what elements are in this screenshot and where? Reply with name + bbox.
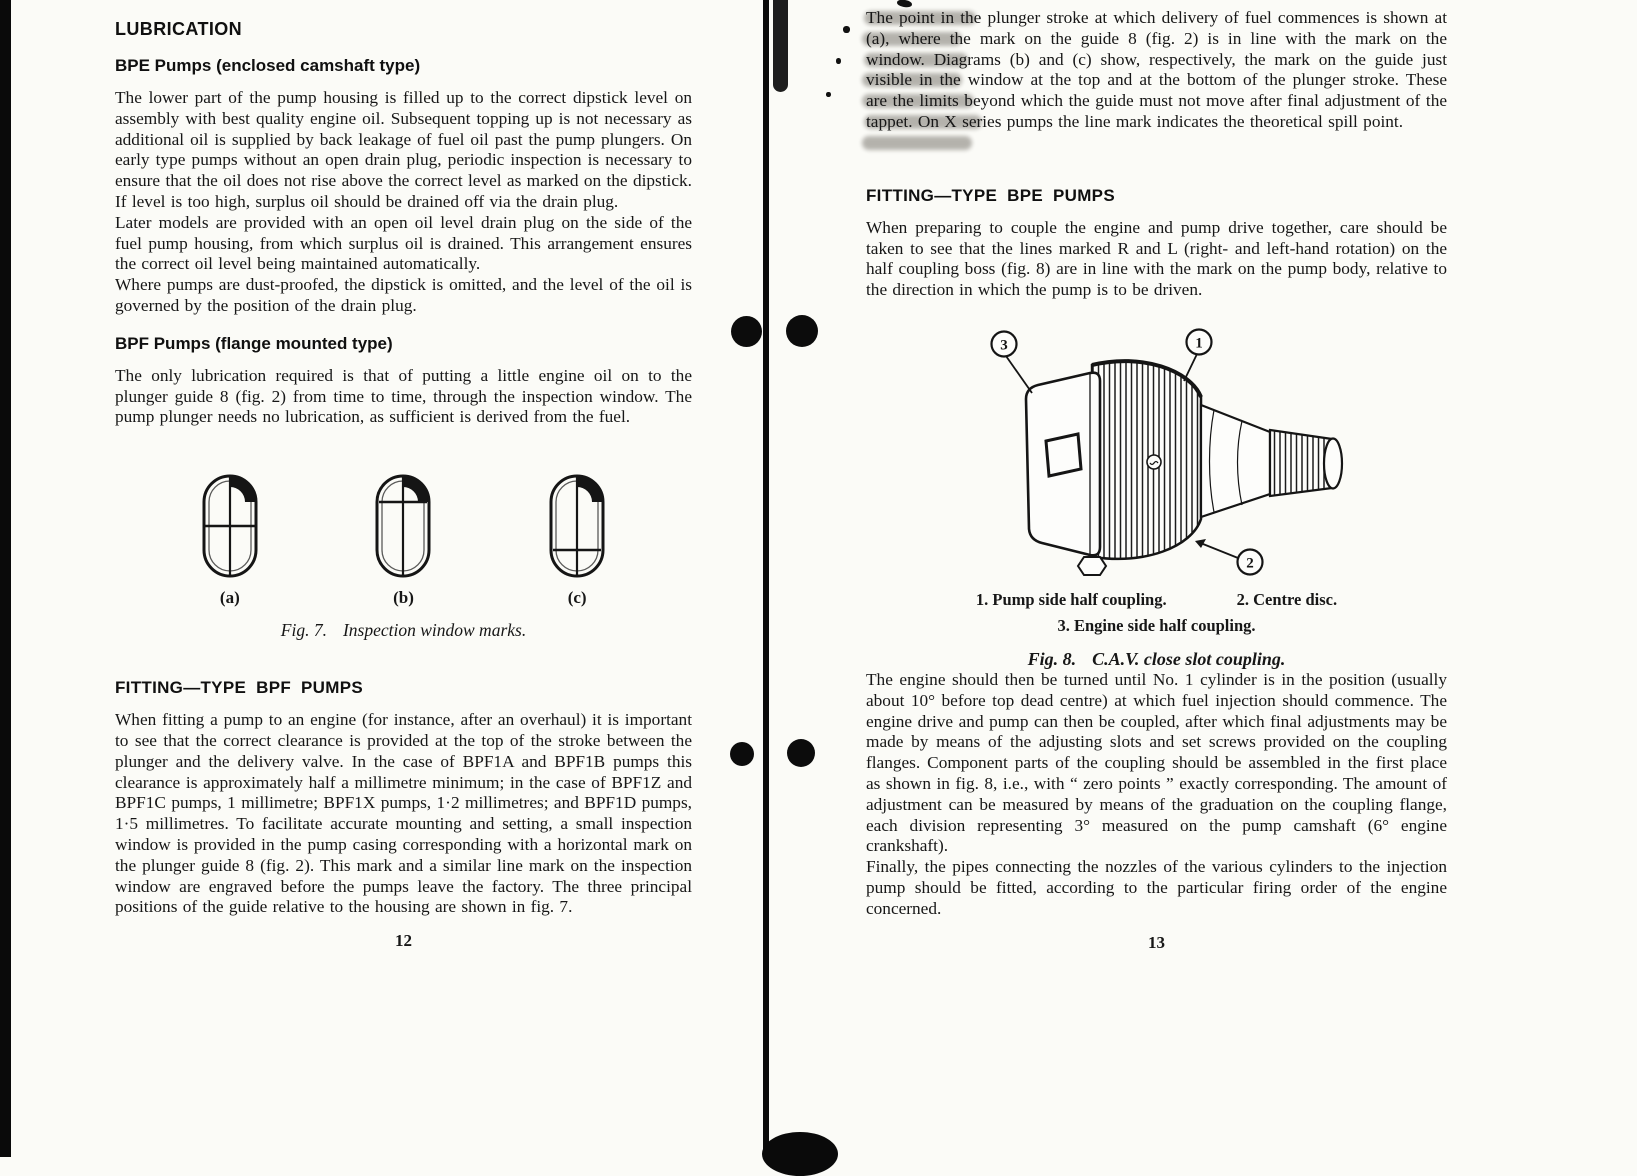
ink-speck xyxy=(843,26,850,33)
paragraph: Later models are provided with an open oil level drain plug on the side of the fuel pump housing, from which surplus oil is drained. This arrangement ensures the correct oil level being maintained automatically. xyxy=(115,212,692,274)
legend-item: 3. Engine side half coupling. xyxy=(1057,615,1256,635)
hub-end-cap xyxy=(1324,438,1342,488)
gutter-ink-blob xyxy=(762,1132,838,1176)
callout-1 xyxy=(1184,329,1212,381)
subheading-bpf-pumps: BPF Pumps (flange mounted type) xyxy=(115,333,393,353)
coupling-cone xyxy=(1201,405,1270,517)
binder-hole-dot xyxy=(730,742,754,766)
inspection-window-c xyxy=(540,472,614,608)
paragraph: The engine should then be turned until No. 1 cylinder is in the position (usually about 10° before top dead centre) at which fuel injection should commence. The engine drive and pump can then be coupled, after which final adjustments may be made by means of the adjusting slots and set screws provided on the coupling flanges. Component parts of the coupling should be assembled in the first place as shown in fig. 8, i.e., with “ zero points ” exactly corresponding. The amount of adjustment can be measured by means of the graduation on the coupling flange, each division representing 3° measured on the pump camshaft (6° engine crankshaft). xyxy=(866,669,1447,856)
figure-label: (b) xyxy=(393,588,414,608)
callout-number: 3 xyxy=(999,337,1008,354)
window-shading-arc xyxy=(230,482,250,502)
coupling-drawing xyxy=(942,315,1372,580)
figure-8-caption xyxy=(866,649,1447,670)
figure-number: Fig. 8. xyxy=(1027,648,1077,669)
paragraph: When fitting a pump to an engine (for instance, after an overhaul) it is important to see that the correct clearance is provided at the top of the stroke between the plunger and the delivery valve. In the case of BPF1A and BPF1B pumps this clearance is approximately half a millimetre minimum; in the case of BPF1Z and BPF1C pumps, 1 millimetre; BPF1X pumps, 1·2 millimetres; and BPF1D pumps, 1·5 millimetres. To facilitate accurate mounting and setting, a small inspection window is provided in the pump casing corresponding with a horizontal mark on the plunger guide 8 (fig. 2). This mark and a similar line mark on the inspection window are engraved before the pumps leave the factory. The three principal positions of the guide relative to the housing are shown in fig. 7. xyxy=(115,710,692,917)
inspection-window-diagram xyxy=(366,472,440,580)
flange-square-hole xyxy=(1046,434,1081,476)
binder-hole-dot xyxy=(787,739,815,767)
paragraph: The only lubrication required is that of putting a little engine oil on to the plunger guide 8 (fig. 2) from time to time, through the inspection window. The pump plunger needs no lubrication, as sufficient is derived from the fuel. xyxy=(115,365,692,427)
figure-8-legend-line-2 xyxy=(866,615,1447,636)
paragraph: The lower part of the pump housing is filled up to the correct dipstick level on assembly with best quality engine oil. Subsequent topping up is not necessary as additional oil is supplied by back leakage of fuel oil past the pump plungers. On early type pumps without an open drain plug, periodic inspection is necessary to ensure that the oil does not rise above the correct level as marked on the dipstick. If level is too high, surplus oil should be drained off via the drain plug. xyxy=(115,88,692,211)
figure-title: Inspection window marks. xyxy=(342,620,527,641)
figure-inspection-windows xyxy=(115,472,692,608)
paragraph: Where pumps are dust-proofed, the dipstick is omitted, and the level of the oil is governed by the position of the drain plug. xyxy=(115,275,692,315)
callout-number: 1 xyxy=(1194,335,1203,352)
window-shading-arc xyxy=(577,482,597,502)
figure-7-caption xyxy=(115,620,692,641)
inspection-window-a xyxy=(193,472,267,608)
figure-coupling xyxy=(866,315,1447,585)
subheading-bpe-pumps: BPE Pumps (enclosed camshaft type) xyxy=(115,56,421,75)
ink-speck xyxy=(897,0,913,8)
page-12 xyxy=(115,18,692,951)
figure-number: Fig. 7. xyxy=(280,620,327,641)
coupling-hub xyxy=(1270,430,1332,496)
legend-item: 2. Centre disc. xyxy=(1236,589,1338,609)
ink-speck xyxy=(826,92,831,97)
book-gutter-line xyxy=(763,0,769,1157)
page-number: 12 xyxy=(395,931,412,951)
gutter-ink-mark xyxy=(773,0,788,92)
figure-label: (a) xyxy=(219,588,240,608)
inspection-window-diagram xyxy=(193,472,267,580)
legend-item: 1. Pump side half coupling. xyxy=(975,589,1167,609)
inspection-window-b xyxy=(366,472,440,608)
ink-speck xyxy=(836,58,841,64)
subheading-fitting-bpe: FITTING—TYPE BPE PUMPS xyxy=(866,185,1115,205)
paragraph: When preparing to couple the engine and pump drive together, care should be taken to see that the lines marked R and L (right- and left-hand rotation) on the half coupling boss (fig. 8) are in line with the mark on the pump body, relative to the direction in which the pump is to be driven. xyxy=(866,217,1447,300)
binder-hole-dot xyxy=(786,315,818,347)
window-shading-arc xyxy=(403,482,423,502)
paragraph: The point in the plunger stroke at which delivery of fuel commences is shown at (a), where the mark on the guide 8 (fig. 2) is in line with the mark on the window. Diagrams (b) and (c) show, respectively, the mark on the guide just visible in the window at the top and at the bottom of the plunger stroke. These are the limits beyond which the guide must not move after final adjustment of the tappet. On X series pumps the line mark indicates the theoretical spill point. xyxy=(866,8,1447,131)
scan-left-edge-bar xyxy=(0,0,11,1157)
page-number: 13 xyxy=(1148,932,1165,952)
page-13 xyxy=(866,8,1447,953)
figure-8-legend-line-1 xyxy=(866,589,1447,610)
section-heading-lubrication: LUBRICATION xyxy=(115,19,243,39)
subheading-fitting-bpf: FITTING—TYPE BPF PUMPS xyxy=(115,678,364,698)
callout-number: 2 xyxy=(1245,555,1254,572)
paragraph: Finally, the pipes connecting the nozzles of the various cylinders to the injection pump should be fitted, according to the particular firing order of the engine concerned. xyxy=(866,857,1447,918)
callout-3 xyxy=(991,331,1032,393)
callout-2 xyxy=(1195,539,1263,575)
inspection-window-diagram xyxy=(540,472,614,580)
figure-title: C.A.V. close slot coupling. xyxy=(1092,648,1286,669)
binder-hole-dot xyxy=(731,316,762,347)
figure-label: (c) xyxy=(567,588,587,608)
set-screw xyxy=(1078,557,1106,575)
